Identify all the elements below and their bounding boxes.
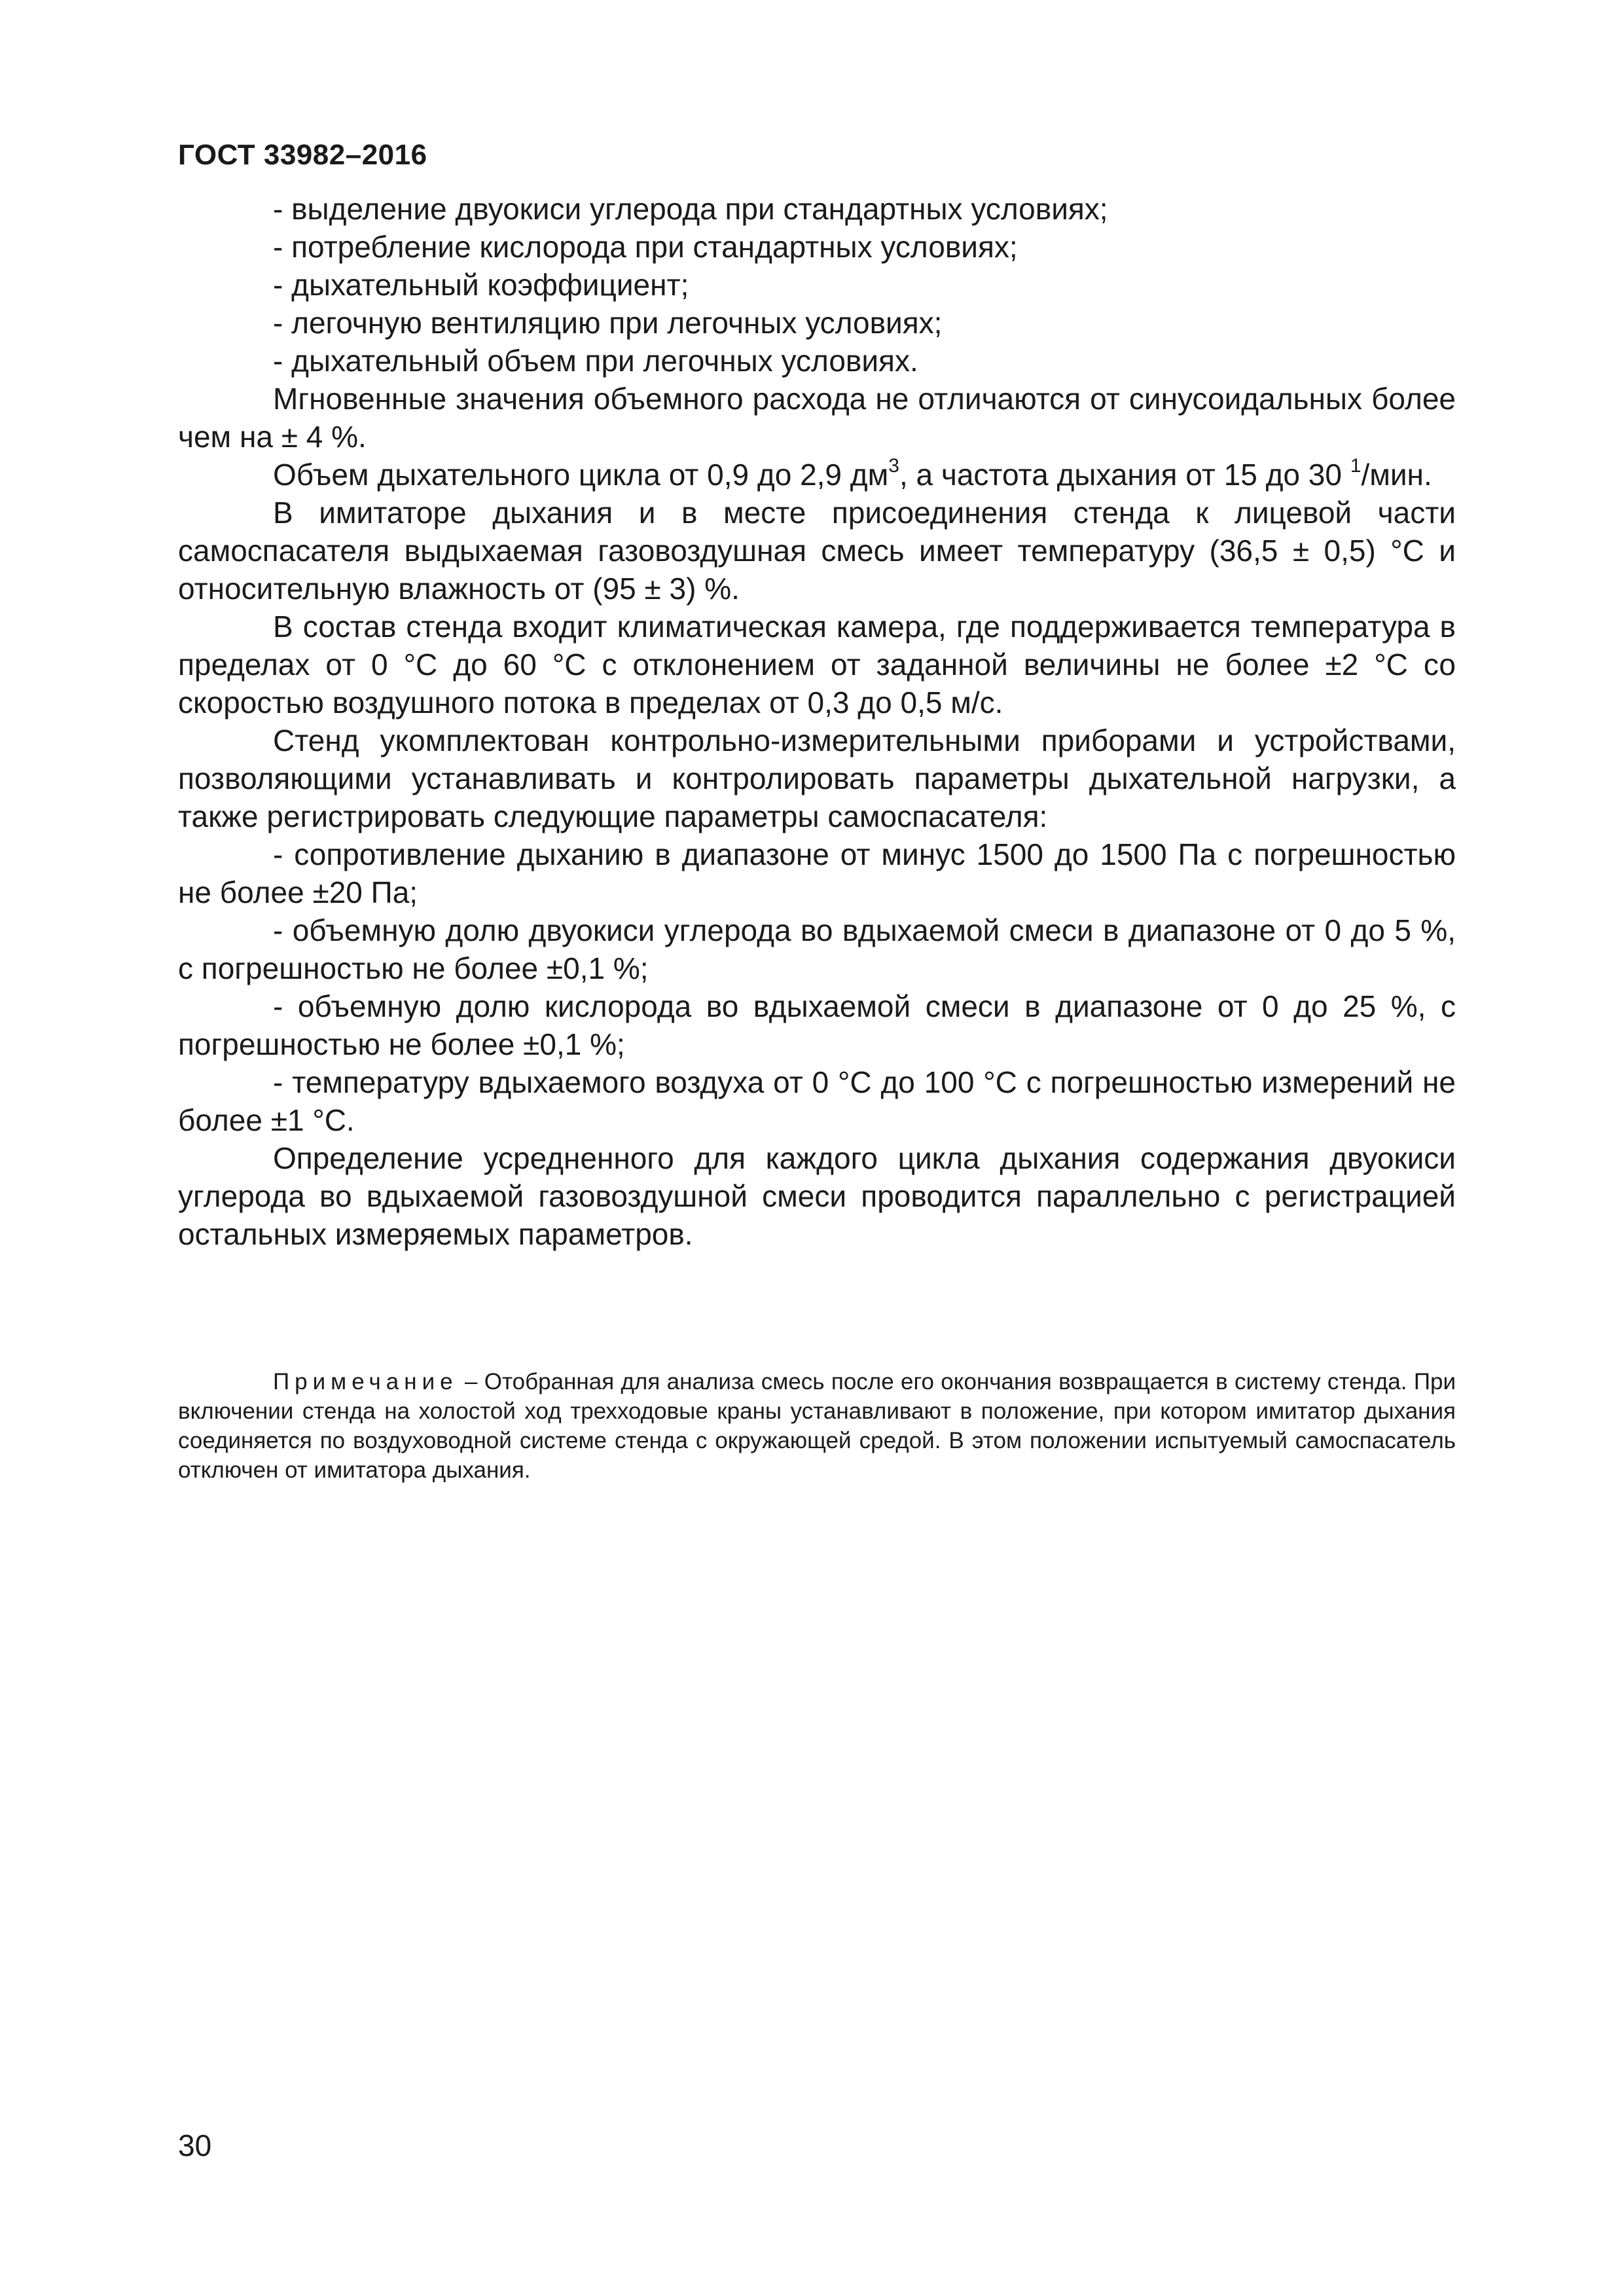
- list-item: - дыхательный коэффициент;: [273, 268, 689, 302]
- paragraph: - сопротивление дыханию в диапазоне от минус 1500 до 1500 Па с погрешностью не более ±20 Па;: [178, 837, 1456, 909]
- superscript: 1: [1350, 454, 1362, 477]
- paragraph-breathing-cycle: [178, 456, 1456, 494]
- page-number: 30: [178, 2128, 212, 2162]
- text-run: /мин.: [1361, 458, 1432, 492]
- list-item: - выделение двуокиси углерода при стандартных условиях;: [273, 192, 1108, 226]
- paragraph: - температуру вдыхаемого воздуха от 0 °С до 100 °С с погрешностью измерений не более ±1 °С.: [178, 1065, 1456, 1137]
- document-body: [178, 190, 1456, 1253]
- list-item: - потребление кислорода при стандартных условиях;: [273, 230, 1018, 264]
- note-label: Примечание: [273, 1369, 458, 1394]
- list-item: - легочную вентиляцию при легочных условиях;: [273, 306, 943, 340]
- superscript: 3: [888, 454, 899, 477]
- paragraph: В состав стенда входит климатическая камера, где поддерживается температура в пределах от 0 °С до 60 °С с отклонением от заданной величины не более ±2 °С со скоростью воздушного потока в пределах от 0,3 до 0,5 м/с.: [178, 610, 1456, 720]
- document-title: ГОСТ 33982–2016: [178, 139, 427, 171]
- list-item: - дыхательный объем при легочных условиях.: [273, 344, 918, 378]
- paragraph: Стенд укомплектован контрольно-измерительными приборами и устройствами, позволяющими устанавливать и контролировать параметры дыхательной нагрузки, а также регистрировать следующие параметры самоспасателя:: [178, 723, 1456, 833]
- note: [178, 1367, 1456, 1485]
- note-text: – Отобранная для анализа смесь после его окончания возвращается в систему стенда. При включении стенда на холостой ход трехходовые краны устанавливают в положение, при котором имитатор дыхания соединяется по воздуховодной системе стенда с окружающей средой. В этом положении испытуемый самоспасатель отключен от имитатора дыхания.: [178, 1369, 1456, 1483]
- text-run: Объем дыхательного цикла от 0,9 до 2,9 дм: [273, 458, 889, 492]
- paragraph: В имитаторе дыхания и в месте присоединения стенда к лицевой части самоспасателя выдыхаемая газовоздушная смесь имеет температуру (36,5 ± 0,5) °С и относительную влажность от (95 ± 3) %.: [178, 496, 1456, 606]
- paragraph: Мгновенные значения объемного расхода не отличаются от синусоидальных более чем на ± 4 %.: [178, 382, 1456, 454]
- paragraph: Определение усредненного для каждого цикла дыхания содержания двуокиси углерода во вдыхаемой газовоздушной смеси проводится параллельно с регистрацией остальных измеряемых параметров.: [178, 1141, 1456, 1251]
- paragraph: - объемную долю двуокиси углерода во вдыхаемой смеси в диапазоне от 0 до 5 %, с погрешностью не более ±0,1 %;: [178, 913, 1456, 985]
- text-run: , а частота дыхания от 15 до 30: [899, 458, 1350, 492]
- paragraph: - объемную долю кислорода во вдыхаемой смеси в диапазоне от 0 до 25 %, с погрешностью не более ±0,1 %;: [178, 989, 1456, 1061]
